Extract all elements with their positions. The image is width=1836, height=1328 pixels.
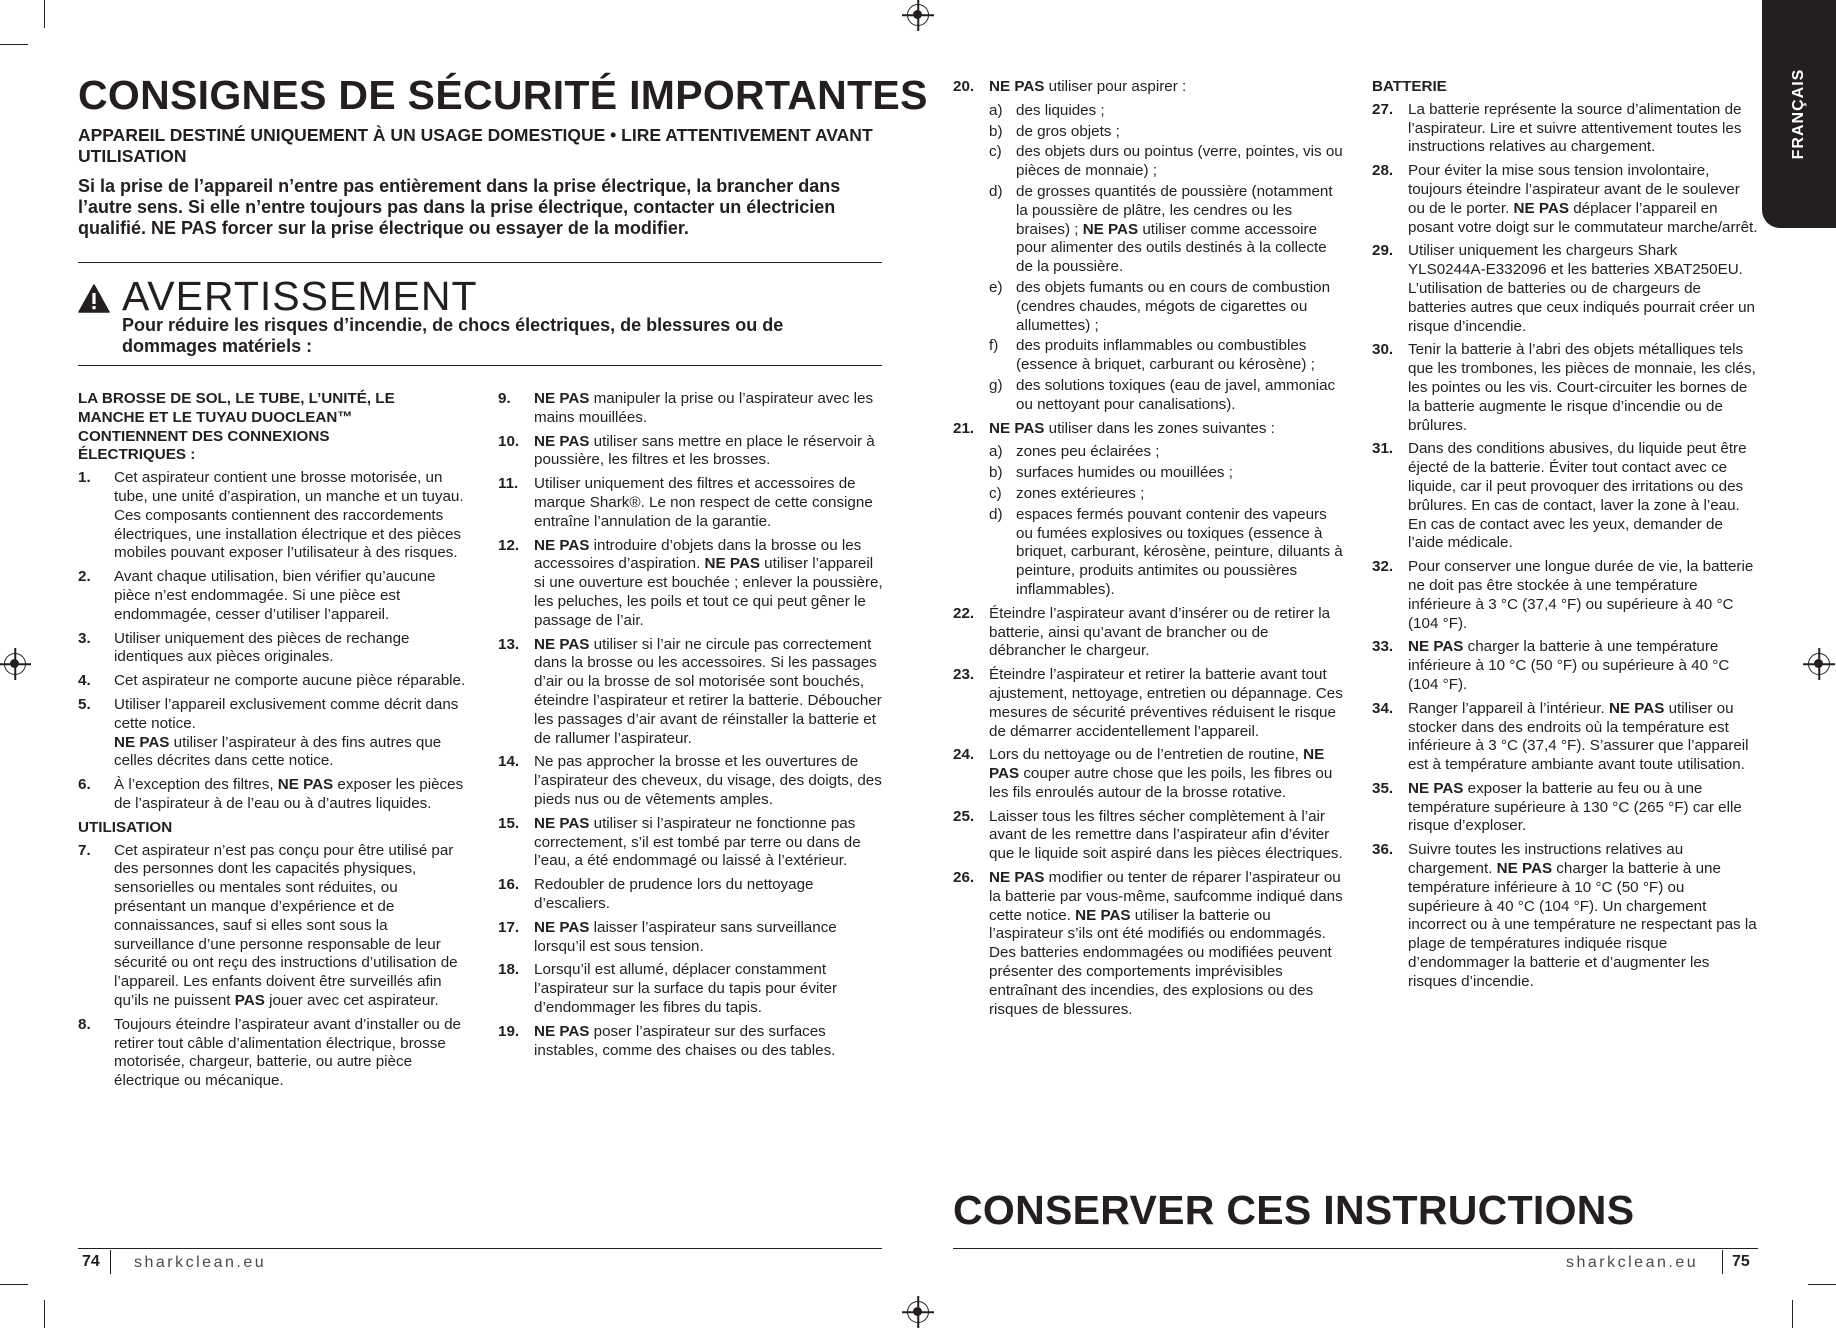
footer-rule — [78, 1248, 882, 1249]
list-item: 27. La batterie représente la source d’alimentation de l’aspirateur. Lire et suivre attentivement toutes les instructions relatives au chargement. — [1372, 100, 1742, 156]
list-item: 15. NE PAS utiliser si l’aspirateur ne fonctionne pas correctement, s’il est tombé par terre ou dans de l’eau, a été endommagé ou laissé à l’extérieur. — [498, 814, 861, 870]
registration-mark-icon — [907, 1301, 929, 1323]
sub-list — [989, 102, 1343, 415]
column-1 — [78, 390, 470, 1096]
list-item: 3. Utiliser uniquement des pièces de rechange identiques aux pièces originales. — [78, 629, 410, 666]
page-number: 75 — [1732, 1253, 1750, 1270]
list-item: 13. NE PAS utiliser si l’air ne circule pas correctement dans la brosse ou les accessoires. Si les passages d’air ou la brosse de sol motorisée sont bouchés, éteindre l’aspirateur et retirer la batterie. Déboucher les passages d’air avant de réinstaller la batterie et de rallumer l’aspirateur. — [498, 635, 882, 747]
sub-item: b) de gros objets ; — [989, 122, 1120, 140]
sub-item: d) de grosses quantités de poussière (notamment la poussière de plâtre, les cendres ou les braises) ; NE PAS utiliser comme accessoire pour alimenter des outils destinés à la collecte de la poussière. — [989, 182, 1333, 276]
list-item: 26. NE PAS modifier ou tenter de réparer l’aspirateur ou la batterie par vous-même, saufcomme indiqué dans cette notice. NE PAS utiliser la batterie ou l’aspirateur s’ils ont été modifiés ou endommagés. Des batteries endommagées ou modifiées peuvent présenter des comportements imprévisibles entraînant des incendies, des explosions ou des risques de blessures. — [953, 869, 1343, 1018]
sub-item: c) des objets durs ou pointus (verre, pointes, vis ou pièces de monnaie) ; — [989, 143, 1343, 180]
list-item: 21. NE PAS utiliser dans les zones suivantes : — [953, 419, 1275, 437]
list-item: 5. Utiliser l’appareil exclusivement comme décrit dans cette notice. NE PAS utiliser l’aspirateur à des fins autres que celles décrites dans cette notice. — [78, 695, 459, 770]
closing-title: CONSERVER CES INSTRUCTIONS — [953, 1187, 1635, 1233]
list-item: 8. Toujours éteindre l’aspirateur avant d’installer ou de retirer tout câble d’alimentation électrique, brosse motorisée, chargeur, batterie, ou autre pièce électrique ou mécanique. — [78, 1015, 461, 1090]
warning-triangle-icon — [78, 284, 110, 313]
sub-item: d) espaces fermés pouvant contenir des vapeurs ou fumées explosives ou toxiques (essence à briquet, carburant, kérosène, peinture, diluants à peinture, produits antimites ou poussières inflammables). — [989, 505, 1343, 598]
warning-title: AVERTISSEMENT — [122, 273, 478, 319]
footer-website: sharkclean.eu — [1566, 1254, 1699, 1271]
page-subtitle: APPAREIL DESTINÉ UNIQUEMENT À UN USAGE DOMESTIQUE • LIRE ATTENTIVEMENT AVANT UTILISATION — [78, 125, 873, 166]
section-heading: BATTERIE — [1372, 78, 1447, 95]
list-item: 32. Pour conserver une longue durée de vie, la batterie ne doit pas être stockée à une température inférieure à 3 °C (37,4 °F) ou supérieure à 40 °C (104 °F). — [1372, 558, 1754, 632]
list-item: 22. Éteindre l’aspirateur avant d’insérer ou de retirer la batterie, ainsi qu’avant de brancher ou de débrancher le chargeur. — [953, 604, 1331, 660]
list-item: 29. Utiliser uniquement les chargeurs Shark YLS0244A-E332096 et les batteries XBAT250EU. L’utilisation de batteries ou de chargeurs de batteries autres que ceux indiqués pourrait créer un risque d’incendie. — [1372, 242, 1755, 335]
language-tab: FRANÇAIS — [1762, 0, 1836, 228]
sub-list — [989, 443, 1343, 599]
list-item: 4. Cet aspirateur ne comporte aucune pièce réparable. — [78, 672, 466, 690]
list-item: 16. Redoubler de prudence lors du nettoyage d’escaliers. — [498, 876, 814, 912]
sub-item: b) surfaces humides ou mouillées ; — [989, 464, 1233, 482]
list-item: 19. NE PAS poser l’aspirateur sur des surfaces instables, comme des chaises ou des tables. — [498, 1022, 836, 1059]
crop-mark — [1792, 1300, 1793, 1328]
list-item: 17. NE PAS laisser l’aspirateur sans surveillance lorsqu’il est sous tension. — [498, 918, 837, 955]
list-item: 31. Dans des conditions abusives, du liquide peut être éjecté de la batterie. Éviter tout contact avec ce liquide, car il peut provoquer des irritations ou des brûlures. En cas de contact, laver la zone à l’eau. En cas de contact avec les yeux, demander de l’aide médicale. — [1372, 440, 1747, 552]
list-item: 28. Pour éviter la mise sous tension involontaire, toujours éteindre l’aspirateur avant de le soulever ou de le porter. NE PAS déplacer l’appareil en posant votre doigt sur le commutateur marche/arrêt. — [1372, 162, 1758, 236]
crop-mark — [0, 1284, 28, 1285]
section-heading: LA BROSSE DE SOL, LE TUBE, L’UNITÉ, LE MANCHE ET LE TUYAU DUOCLEAN™ CONTIENNENT DES CONNEXIONS ÉLECTRIQUES : — [78, 390, 395, 464]
crop-mark — [44, 0, 45, 28]
list-item: 23. Éteindre l’aspirateur et retirer la batterie avant tout ajustement, nettoyage, entretien ou dépannage. Ces mesures de sécurité préventives réduisent le risque de démarrer accidentellement l’appareil. — [953, 666, 1343, 740]
column-3 — [953, 78, 1343, 1024]
list-item: 35. NE PAS exposer la batterie au feu ou à une température supérieure à 130 °C (265 °F) car elle risque d’exploser. — [1372, 779, 1742, 835]
sub-item: a) des liquides ; — [989, 101, 1105, 119]
divider — [78, 262, 882, 263]
sub-item: g) des solutions toxiques (eau de javel, ammoniac ou nettoyant pour canalisations). — [989, 376, 1336, 413]
warning-subtitle: Pour réduire les risques d’incendie, de chocs électriques, de blessures ou de dommages matériels : — [122, 315, 784, 356]
intro-paragraph: Si la prise de l’appareil n’entre pas entièrement dans la prise électrique, la brancher dans l’autre sens. Si elle n’entre toujours pas dans la prise électrique, contacter un électricien qualifié. NE PAS forcer sur la prise électrique ou essayer de la modifier. — [78, 176, 841, 238]
list-item: 34. Ranger l’appareil à l’intérieur. NE PAS utiliser ou stocker dans des endroits où la température est inférieure à 3 °C (37,4 °F). S’assurer que l’appareil est à température ambiante avant toute utilisation. — [1372, 699, 1749, 774]
crop-mark — [0, 44, 28, 45]
section-heading: UTILISATION — [78, 818, 173, 836]
list-item: 1. Cet aspirateur contient une brosse motorisée, un tube, une unité d’aspiration, un manche et un tuyau. Ces composants contiennent des raccordements électriques, une installation électrique et des pièces mobiles pouvant exposer l’utilisateur à des risques. — [78, 469, 464, 562]
crop-mark — [1808, 1284, 1836, 1285]
page-number: 74 — [82, 1253, 100, 1270]
page-title: CONSIGNES DE SÉCURITÉ IMPORTANTES — [78, 72, 928, 118]
footer-separator — [1722, 1250, 1723, 1274]
list-item: 6. À l’exception des filtres, NE PAS exposer les pièces de l’aspirateur à de l’eau ou à d’autres liquides. — [78, 776, 464, 812]
list-item: 9. NE PAS manipuler la prise ou l’aspirateur avec les mains mouillées. — [498, 390, 874, 426]
list-item: 30. Tenir la batterie à l’abri des objets métalliques tels que les trombones, les pièces de monnaie, les clés, les pointes ou les vis. Court-circuiter les bornes de la batterie augmente le risque d’incendie ou de brûlures. — [1372, 341, 1756, 434]
footer-separator — [110, 1250, 111, 1274]
registration-mark-icon — [1808, 653, 1830, 675]
list-item: 2. Avant chaque utilisation, bien vérifier qu’aucune pièce n’est endommagée. Si une pièce est endommagée, cesser d’utiliser l’appareil. — [78, 568, 436, 623]
sub-item: c) zones extérieures ; — [989, 484, 1145, 502]
list-item: 7. Cet aspirateur n’est pas conçu pour être utilisé par des personnes dont les capacités physiques, sensorielles ou mentales sont réduites, ou présentant un manque d’expérience et de connaissances, sauf si elles sont sous la surveillance d’une personne responsable de leur sécurité ou ont reçu des instructions d’utilisation de l’appareil. Les enfants doivent être surveillés afin qu’ils ne puissent PAS jouer avec cet aspirateur. — [78, 841, 458, 1009]
footer-website: sharkclean.eu — [134, 1254, 267, 1271]
sub-item: f) des produits inflammables ou combustibles (essence à briquet, carburant ou kérosène) ; — [989, 337, 1315, 374]
column-4 — [1372, 78, 1758, 997]
registration-mark-icon — [4, 653, 26, 675]
column-2 — [498, 390, 884, 1065]
list-item: 10. NE PAS utiliser sans mettre en place le réservoir à poussière, les filtres et les brosses. — [498, 432, 875, 469]
list-item: 12. NE PAS introduire d’objets dans la brosse ou les accessoires d’aspiration. NE PAS utiliser l’appareil si une ouverture est bouchée ; enlever la poussière, les peluches, les poils et tout ce qui peut gêner le passage de l’air. — [498, 536, 883, 629]
list-item: 11. Utiliser uniquement des filtres et accessoires de marque Shark®. Le non respect de cette consigne entraîne l’annulation de la garantie. — [498, 475, 873, 530]
registration-mark-icon — [907, 4, 929, 26]
list-item: 24. Lors du nettoyage ou de l’entretien de routine, NE PAS couper autre chose que les poils, les fibres ou les fils enroulés autour de la brosse rotative. — [953, 746, 1333, 801]
sub-item: a) zones peu éclairées ; — [989, 443, 1160, 461]
list-item: 14. Ne pas approcher la brosse et les ouvertures de l’aspirateur des cheveux, du visage, des doigts, des pieds nus ou de vêtements amples. — [498, 753, 882, 808]
list-item: 25. Laisser tous les filtres sécher complètement à l’air avant de les remettre dans l’aspirateur afin d’éviter que le liquide soit aspiré dans les pièces électriques. — [953, 807, 1343, 863]
list-item: 18. Lorsqu’il est allumé, déplacer constamment l’aspirateur sur la surface du tapis pour éviter d’endommager les fibres du tapis. — [498, 961, 838, 1016]
footer-rule — [953, 1248, 1758, 1249]
list-item: 36. Suivre toutes les instructions relatives au chargement. NE PAS charger la batterie à une température inférieure à 10 °C (50 °F) ou supérieure à 40 °C (104 °F). Un chargement incorrect ou à une température ne respectant pas la plage de températures indiquée risque d’endommager la batterie et d’augmenter les risques d’incendie. — [1372, 841, 1757, 990]
list-item: 33. NE PAS charger la batterie à une température inférieure à 10 °C (50 °F) ou supérieure à 40 °C (104 °F). — [1372, 638, 1730, 693]
crop-mark — [44, 1300, 45, 1328]
divider — [78, 365, 882, 366]
list-item: 20. NE PAS utiliser pour aspirer : — [953, 78, 1187, 95]
sub-item: e) des objets fumants ou en cours de combustion (cendres chaudes, mégots de cigarettes ou allumettes) ; — [989, 278, 1331, 334]
